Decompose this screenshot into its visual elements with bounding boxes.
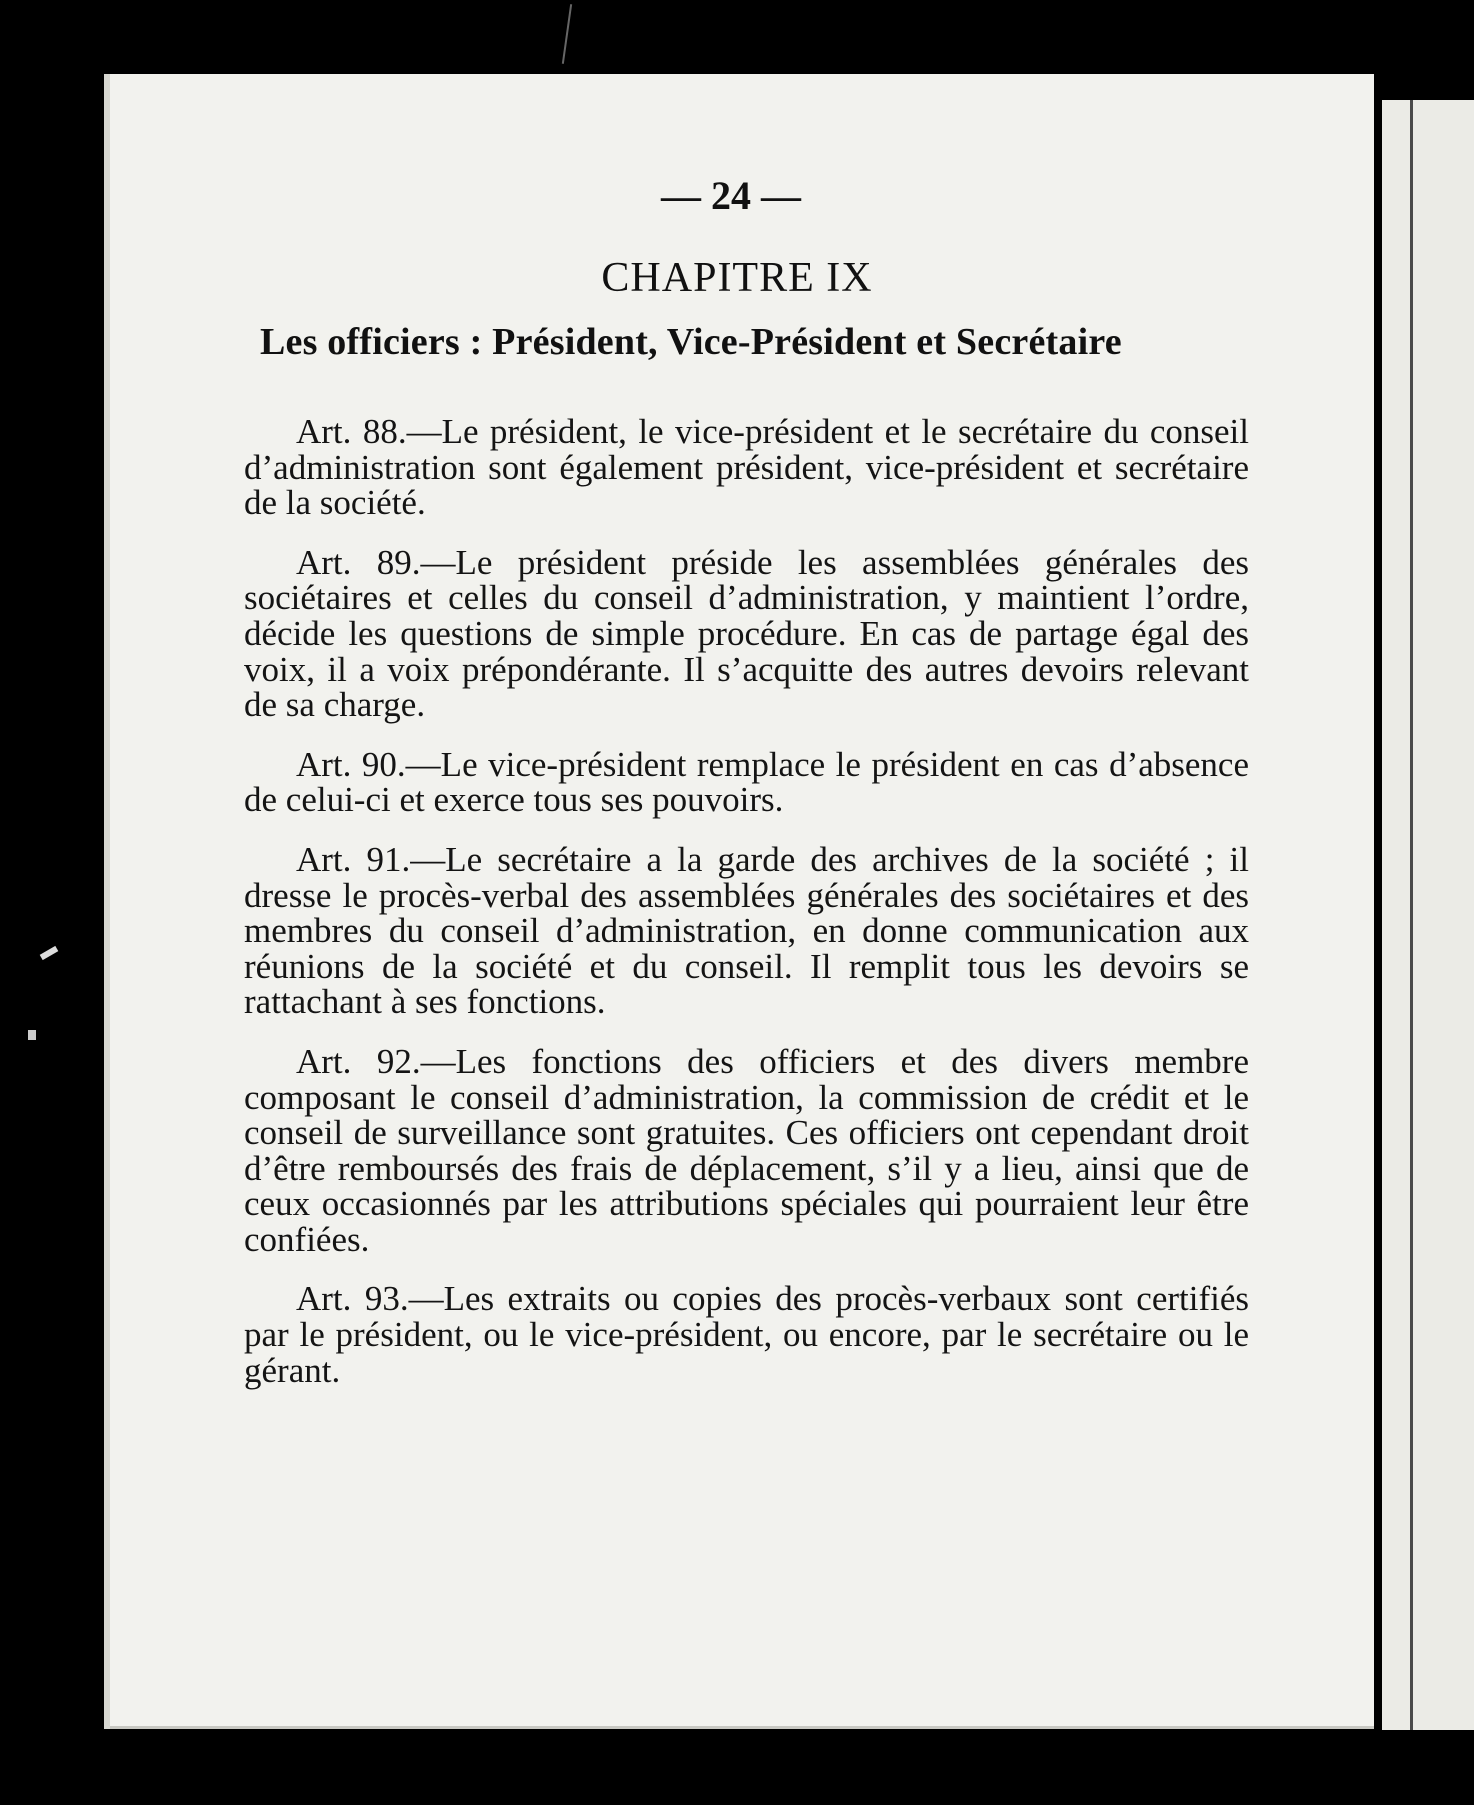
document-page [104,74,1374,1729]
article-89: Art. 89.—Le président préside les assemblées générales des sociétaires et celles du conseil d’administration, y maintient l’ordre, décide les questions de simple procédure. En cas de partage égal des voix, il a voix prépondérante. Il s’acquitte des autres devoirs relevant de sa charge. [244,542,1249,725]
article-list [244,414,1249,1412]
article-88: Art. 88.—Le président, le vice-président et le secrétaire du conseil d’administration sont également président, vice-président et secrétaire de la société. [244,412,1249,523]
chapter-heading: CHAPITRE IX [601,255,873,301]
adjacent-page-edge [1382,100,1474,1730]
scan-artifact [40,946,59,960]
article-93: Art. 93.—Les extraits ou copies des procès-verbaux sont certifiés par le président, ou le vice-président, ou encore, par le secrétaire ou le gérant. [244,1279,1249,1390]
scan-artifact [28,1030,36,1040]
article-91: Art. 91.—Le secrétaire a la garde des archives de la société ; il dresse le procès-verbal des assemblées générales des sociétaires et des membres du conseil d’administration, en donne communication aux réunions de la société et du conseil. Il remplit tous les devoirs se rattachant à ses fonctions. [244,839,1249,1022]
page-left-edge [104,74,110,1729]
article-90: Art. 90.—Le vice-président remplace le président en cas d’absence de celui-ci et exerce tous ses pouvoirs. [244,744,1249,820]
adjacent-page-border [1410,100,1413,1730]
scan-artifact [562,4,572,64]
page-number: — 24 — [661,173,801,218]
section-title: Les officiers : Président, Vice-Président et Secrétaire [260,321,1122,363]
article-92: Art. 92.—Les fonctions des officiers et des divers membre composant le conseil d’administration, la commission de crédit et le conseil de surveillance sont gratuites. Ces officiers ont cependant droit d’être remboursés des frais de déplacement, s’il y a lieu, ainsi que de ceux occasionnés par les attributions spéciales qui pourraient leur être confiées. [244,1041,1249,1259]
